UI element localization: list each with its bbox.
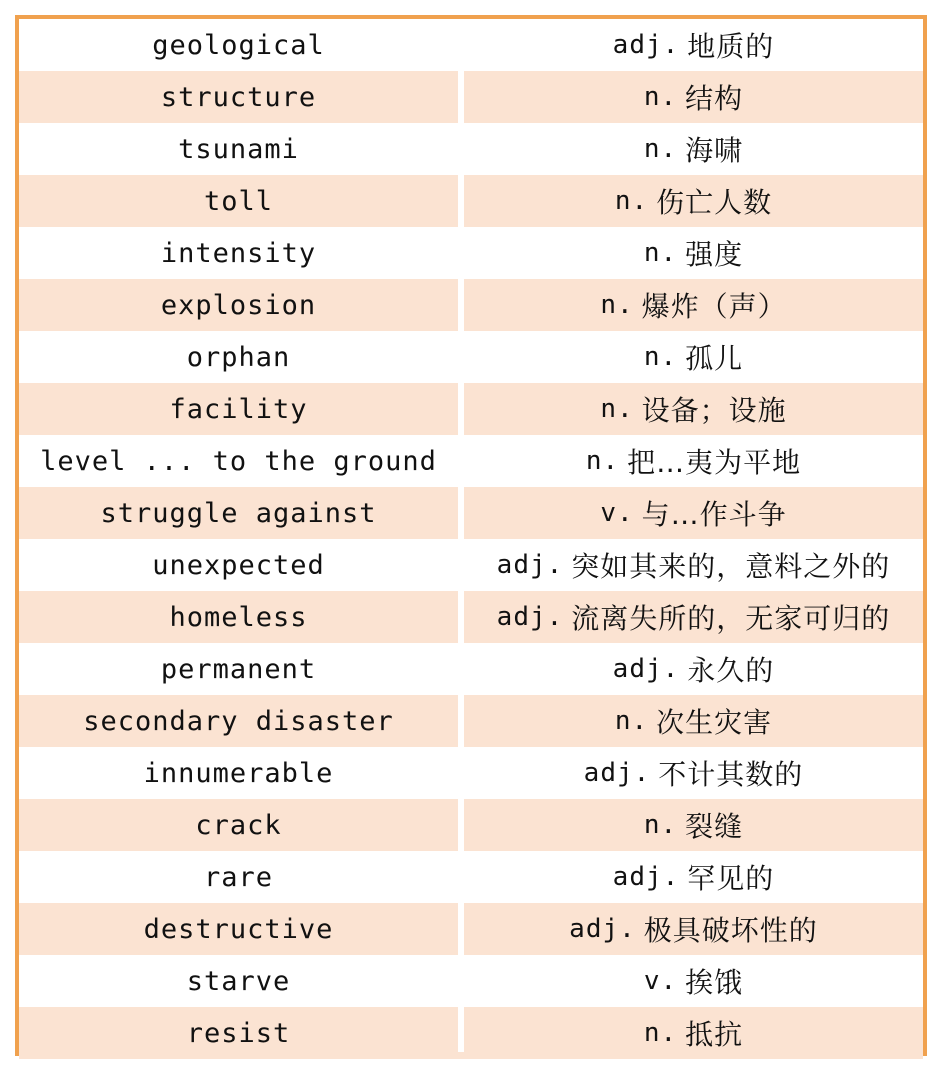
- part-of-speech: v.: [600, 498, 634, 528]
- part-of-speech: n.: [614, 706, 649, 736]
- part-of-speech: n.: [585, 446, 620, 476]
- part-of-speech: n.: [600, 290, 634, 320]
- table-row: [19, 71, 923, 123]
- chinese-meaning: 伤亡人数: [656, 186, 773, 219]
- table-row: [19, 643, 923, 695]
- part-of-speech: n.: [643, 1018, 678, 1048]
- table-row: [19, 851, 923, 903]
- term-cell: structure: [160, 81, 317, 113]
- term-cell: starve: [186, 965, 291, 997]
- chinese-meaning: 海啸: [685, 134, 744, 167]
- meaning-cell: [464, 591, 923, 643]
- term-cell: unexpected: [152, 549, 325, 581]
- meaning-cell: [464, 799, 923, 851]
- meaning-cell: [464, 539, 923, 591]
- term-cell: geological: [152, 29, 325, 61]
- part-of-speech: n.: [614, 186, 649, 216]
- term-cell: explosion: [160, 289, 317, 321]
- table-row: [19, 435, 923, 487]
- chinese-meaning: 爆炸（声）: [641, 290, 787, 323]
- column-divider: [458, 19, 464, 1052]
- meaning-cell: [464, 643, 923, 695]
- part-of-speech: n.: [600, 394, 634, 424]
- term-cell: secondary disaster: [83, 705, 394, 737]
- meaning-cell: [464, 175, 923, 227]
- table-row: [19, 227, 923, 279]
- part-of-speech: adj.: [612, 654, 680, 684]
- meaning-cell: [464, 747, 923, 799]
- part-of-speech: n.: [643, 342, 678, 372]
- chinese-meaning: 罕见的: [687, 862, 775, 895]
- chinese-meaning: 极具破坏性的: [643, 914, 818, 947]
- term-cell: facility: [169, 393, 308, 425]
- part-of-speech: n.: [643, 810, 678, 840]
- term-cell: rare: [203, 861, 274, 893]
- term-cell: homeless: [169, 601, 308, 633]
- term-cell: toll: [203, 185, 274, 217]
- meaning-cell: [464, 435, 923, 487]
- part-of-speech: adj.: [496, 602, 564, 632]
- table-row: [19, 799, 923, 851]
- meaning-cell: [464, 487, 923, 539]
- part-of-speech: n.: [643, 134, 678, 164]
- chinese-meaning: 与…作斗争: [641, 498, 787, 531]
- part-of-speech: n.: [643, 82, 678, 112]
- table-row: [19, 19, 923, 71]
- chinese-meaning: 结构: [685, 82, 744, 115]
- chinese-meaning: 挨饿: [685, 966, 744, 999]
- meaning-cell: [464, 955, 923, 1007]
- part-of-speech: adj.: [612, 862, 680, 892]
- meaning-cell: [464, 1007, 923, 1059]
- table-row: [19, 175, 923, 227]
- part-of-speech: adj.: [583, 758, 651, 788]
- table-row: [19, 279, 923, 331]
- table-row: [19, 1007, 923, 1059]
- part-of-speech: adj.: [496, 550, 564, 580]
- chinese-meaning: 把…夷为平地: [627, 446, 802, 479]
- vocabulary-table: [15, 15, 927, 1056]
- part-of-speech: v.: [643, 966, 678, 996]
- table-row: [19, 487, 923, 539]
- chinese-meaning: 永久的: [687, 654, 775, 687]
- term-cell: orphan: [186, 341, 291, 373]
- chinese-meaning: 次生灾害: [656, 706, 773, 739]
- table-row: [19, 955, 923, 1007]
- part-of-speech: n.: [643, 238, 678, 268]
- chinese-meaning: 裂缝: [685, 810, 744, 843]
- meaning-cell: [464, 383, 923, 435]
- table-row: [19, 747, 923, 799]
- table-row: [19, 331, 923, 383]
- chinese-meaning: 不计其数的: [658, 758, 804, 791]
- meaning-cell: [464, 851, 923, 903]
- chinese-meaning: 设备；设施: [641, 394, 787, 427]
- term-cell: innumerable: [143, 757, 334, 789]
- chinese-meaning: 孤儿: [685, 342, 744, 375]
- meaning-cell: [464, 331, 923, 383]
- term-cell: intensity: [160, 237, 317, 269]
- table-row: [19, 591, 923, 643]
- term-cell: crack: [195, 809, 282, 841]
- meaning-cell: [464, 695, 923, 747]
- term-cell: level ... to the ground: [40, 445, 437, 477]
- chinese-meaning: 抵抗: [685, 1018, 744, 1051]
- term-cell: struggle against: [100, 497, 377, 529]
- chinese-meaning: 流离失所的，无家可归的: [571, 602, 891, 635]
- chinese-meaning: 地质的: [687, 30, 775, 63]
- meaning-cell: [464, 19, 923, 71]
- term-cell: resist: [186, 1017, 291, 1049]
- meaning-cell: [464, 123, 923, 175]
- chinese-meaning: 突如其来的，意料之外的: [571, 550, 891, 583]
- chinese-meaning: 强度: [685, 238, 744, 271]
- meaning-cell: [464, 227, 923, 279]
- term-cell: destructive: [143, 913, 334, 945]
- part-of-speech: adj.: [569, 914, 636, 944]
- table-row: [19, 383, 923, 435]
- table-row: [19, 539, 923, 591]
- meaning-cell: [464, 279, 923, 331]
- table-row: [19, 123, 923, 175]
- term-cell: permanent: [160, 653, 317, 685]
- meaning-cell: [464, 71, 923, 123]
- table-row: [19, 695, 923, 747]
- term-cell: tsunami: [178, 133, 299, 165]
- meaning-cell: [464, 903, 923, 955]
- part-of-speech: adj.: [612, 30, 680, 60]
- table-row: [19, 903, 923, 955]
